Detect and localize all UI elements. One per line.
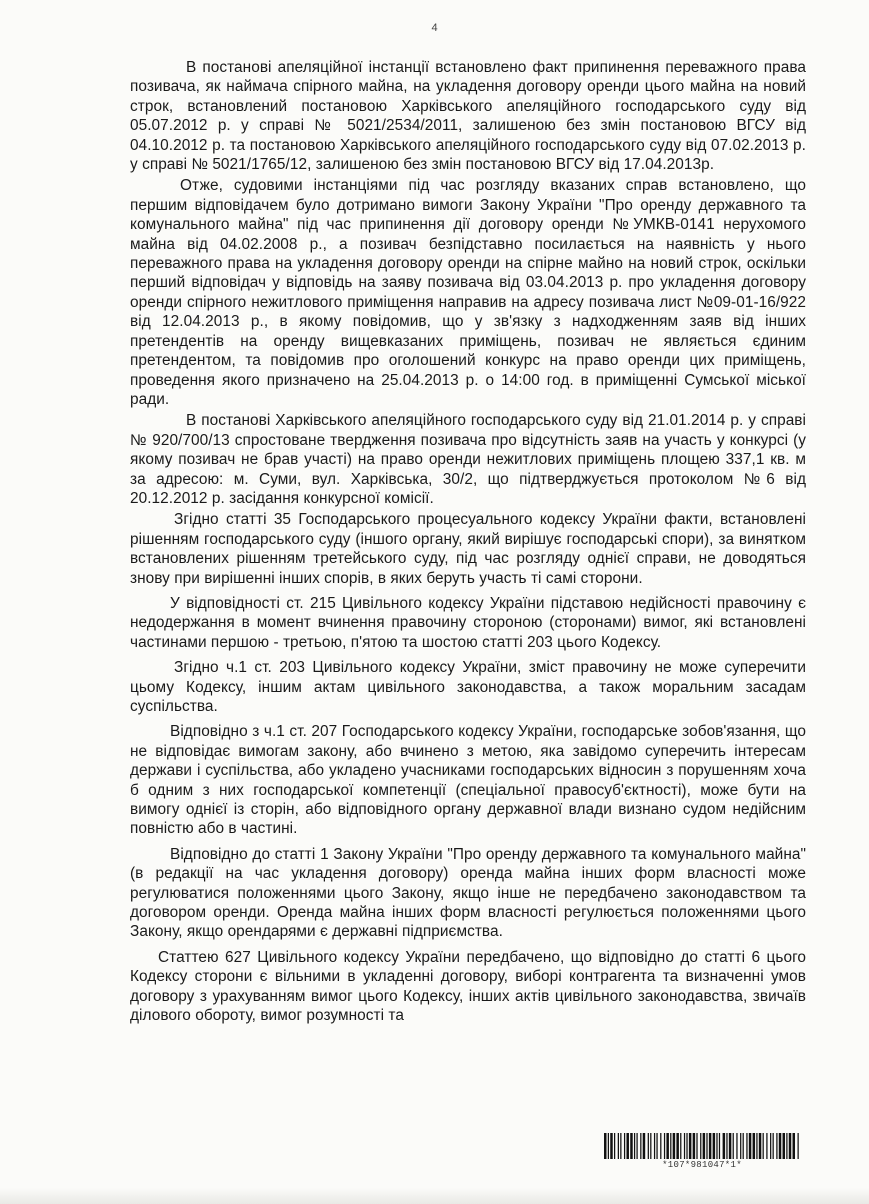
barcode-bar xyxy=(626,1133,629,1159)
barcode-bar xyxy=(733,1133,734,1159)
paragraph-law-article-1: Відповідно до статті 1 Закону України "Про оренду державного та комунального майна" (в редакції на час укладення договору) оренда майна інших форм власності може регулюватися положеннями цього Закону, якщо інше не передбачено законодавством та договором оренди. Оренда майна інших форм власності регулюється положеннями цього Закону, якщо орендарями є державні підприємства. xyxy=(130,845,806,941)
paragraph-article-35: Згідно статті 35 Господарського процесуального кодексу України факти, встановлені рішенням господарського суду (іншого органу, який вирішує господарські спори), за винятком встановлених рішенням третейського суду, під час розгляду однієї справи, не доводяться знову при вирішенні інших спорів, в яких беруть участь ті самі сторони. xyxy=(130,511,806,587)
barcode-bar xyxy=(719,1133,720,1159)
page-number: 4 xyxy=(431,22,438,34)
barcode-bar xyxy=(618,1133,619,1159)
barcode-bar xyxy=(740,1133,741,1159)
barcode-bar xyxy=(673,1133,676,1159)
barcode-bar xyxy=(634,1133,635,1159)
barcode-bar xyxy=(706,1133,707,1159)
barcode-bar xyxy=(716,1133,717,1159)
barcode-bar xyxy=(630,1133,633,1159)
barcode-bar xyxy=(666,1133,669,1159)
barcode-bar xyxy=(723,1133,726,1159)
barcode-bar xyxy=(614,1133,615,1159)
barcode-number: *107*981047*1* xyxy=(662,1160,742,1170)
page-bottom-edge xyxy=(0,1188,869,1204)
barcode-bar xyxy=(686,1133,687,1159)
paragraph-appeal-findings: В постанові апеляційної інстанції встановлено факт припинення переважного права позивача, як наймача спірного майна, на укладення договору оренди цього майна на новий строк, встановлений постановою Харківського апеляційного господарського суду від 05.07.2012 р. у справі № 5021/2534/2011, залишеною без змін постановою ВГСУ від 04.10.2012 р. та постановою Харківського апеляційного господарського суду від 07.02.2013 р. у справі № 5021/1765/12, залишеною без змін постановою ВГСУ від 17.04.2013р. xyxy=(130,59,806,174)
barcode-bar xyxy=(776,1133,777,1159)
barcode-bar xyxy=(729,1133,732,1159)
paragraph-courts-established: Отже, судовими інстанціями під час розгляду вказаних справ встановлено, що першим відповідачем було дотримано вимоги Закону України "Про оренду державного та комунального майна" під час припинення дії договору оренди №УМКВ-0141 нерухомого майна від 04.02.2008 р., а позивач безпідставно посилається на наявність у нього переважного права на укладення договору оренди на спірне майно на новий строк, оскільки перший відповідач у відповідь на заяву позивача від 03.04.2013 р. про укладення договору оренди спірного нежитлового приміщення направив на адресу позивача лист №09-01-16/922 від 12.04.2013 р., в якому повідомив, що у зв'язку з надходженням заяв від інших претендентів на оренду вищевказаних приміщень, позивач не являється єдиним претендентом, та повідомив про оголошений конкурс на право оренди цих приміщень, проведення якого призначено на 25.04.2013 р. о 14:00 год. в приміщенні Сумської міської ради. xyxy=(130,177,806,408)
barcode-bar xyxy=(664,1133,665,1159)
barcode-bar xyxy=(624,1133,625,1159)
barcode-bar xyxy=(759,1133,762,1159)
paragraph-article-627: Статтею 627 Цивільного кодексу України передбачено, що відповідно до статті 6 цього Кодексу сторони є вільними в укладенні договору, виборі контрагента та визначенні умов договору з урахуванням вимог цього Кодексу, інших актів цивільного законодавства, звичаїв ділового обороту, вимог розумності та xyxy=(130,948,806,1025)
barcode-bar xyxy=(756,1133,757,1159)
barcode-bar xyxy=(793,1133,796,1159)
barcode-bar xyxy=(660,1133,661,1159)
barcode-bar xyxy=(743,1133,744,1159)
barcode-bar xyxy=(779,1133,782,1159)
barcode-bar xyxy=(676,1133,679,1159)
barcode-bar xyxy=(608,1133,609,1159)
paragraph-article-203: Згідно ч.1 ст. 203 Цивільного кодексу України, зміст правочину не може суперечити цьому Кодексу, іншим актам цивільного законодавства, а також моральним засадам суспільства. xyxy=(130,659,806,715)
barcode-bar xyxy=(700,1133,701,1159)
document-body xyxy=(130,58,806,1028)
barcode-bar xyxy=(749,1133,752,1159)
barcode-bar xyxy=(648,1133,649,1159)
barcode-bar xyxy=(640,1133,641,1159)
barcode-bar xyxy=(620,1133,621,1159)
barcode-bar xyxy=(693,1133,696,1159)
barcode-bar xyxy=(773,1133,774,1159)
barcode-bar xyxy=(650,1133,651,1159)
barcode-bar xyxy=(736,1133,737,1159)
barcode-bar xyxy=(703,1133,706,1159)
barcode-bar xyxy=(798,1133,799,1159)
barcode-bar xyxy=(770,1133,771,1159)
barcode-bar xyxy=(789,1133,792,1159)
barcode-bar xyxy=(654,1133,655,1159)
barcode-bar xyxy=(684,1133,685,1159)
barcode-bar xyxy=(713,1133,716,1159)
barcode-bar xyxy=(656,1133,657,1159)
paragraph-article-215: У відповідності ст. 215 Цивільного кодексу України підставою недійсності правочину є недодержання в момент вчинення правочину стороною (сторонами) вимог, які встановлені частинами першою - третьою, п'ятою та шостою статті 203 цього Кодексу. xyxy=(130,594,806,651)
barcode-bar xyxy=(689,1133,692,1159)
barcode-bar xyxy=(604,1133,607,1159)
barcode-bar xyxy=(783,1133,786,1159)
barcode-bar xyxy=(766,1133,767,1159)
barcode-bar xyxy=(709,1133,712,1159)
barcode-bar xyxy=(643,1133,646,1159)
barcode-bar xyxy=(753,1133,756,1159)
barcode-bars xyxy=(604,1133,800,1159)
barcode xyxy=(604,1133,800,1170)
barcode-bar xyxy=(746,1133,747,1159)
barcode-bar xyxy=(670,1133,671,1159)
barcode-bar xyxy=(786,1133,787,1159)
barcode-bar xyxy=(696,1133,697,1159)
paragraph-kharkiv-ruling: В постанові Харківського апеляційного господарського суду від 21.01.2014 р. у справі № 920/700/13 спростоване твердження позивача про відсутність заяв на участь у конкурсі (у якому позивач не брав участі) на право оренди нежитлових приміщень площею 337,1 кв. м за адресою: м. Суми, вул. Харківська, 30/2, що підтверджується протоколом №6 від 20.12.2012 р. засідання конкурсної комісії. xyxy=(130,412,806,507)
barcode-bar xyxy=(680,1133,681,1159)
barcode-bar xyxy=(636,1133,637,1159)
barcode-bar xyxy=(763,1133,764,1159)
barcode-bar xyxy=(610,1133,613,1159)
barcode-bar xyxy=(726,1133,727,1159)
paragraph-article-207: Відповідно з ч.1 ст. 207 Господарського кодексу України, господарське зобов'язання, що не відповідає вимогам закону, або вчинено з метою, яка завідомо суперечить інтересам держави і суспільства, або укладено учасниками господарських відносин з порушенням хоча б одним з них господарської компетенції (спеціальної правосуб'єктності), може бути на вимогу однієї із сторін, або відповідного органу державної влади визнано судом недійсним повністю або в частині. xyxy=(130,723,806,838)
